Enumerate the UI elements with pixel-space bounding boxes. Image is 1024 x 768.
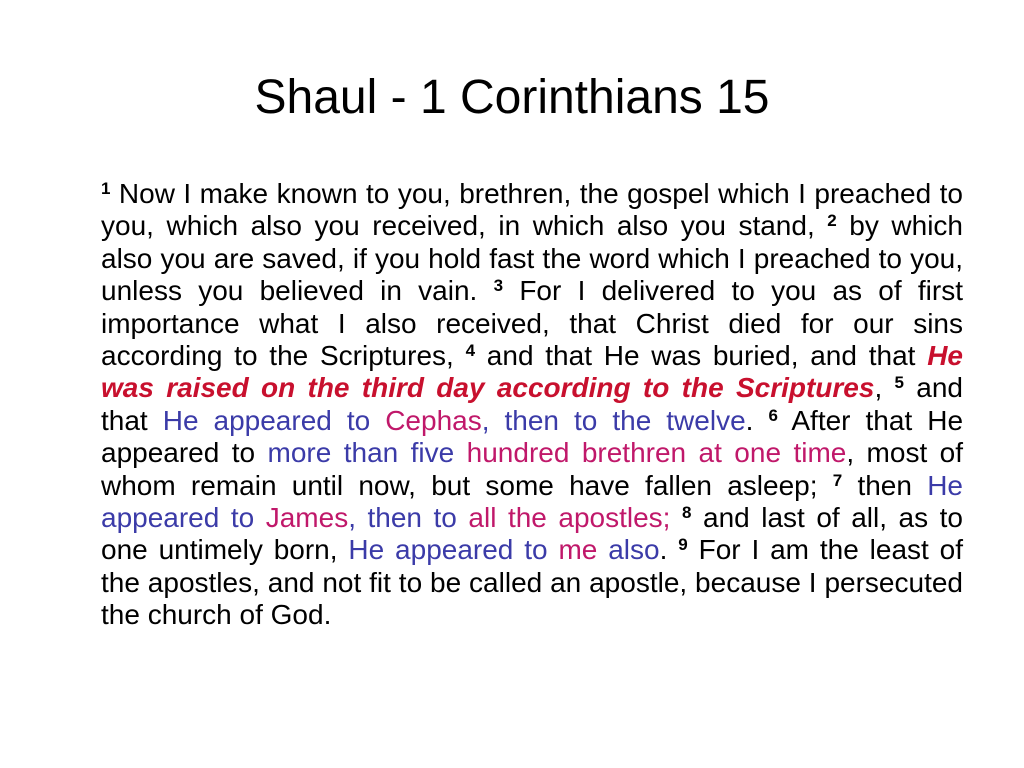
verse-text: For I delivered to you as of first importance what I also received, that Christ died for our sins according to the Scriptures, (101, 275, 964, 372)
highlighted-text: also (597, 534, 660, 566)
verse-text: and that (101, 372, 964, 436)
verse-number: 9 (678, 535, 688, 555)
verse-text: , most of whom remain until now, but some have fallen asleep; (101, 437, 963, 501)
highlighted-name: James (265, 502, 349, 534)
verse-number: 2 (827, 211, 837, 231)
verse-text: After that He appeared to (101, 404, 964, 469)
verse-text: then (842, 469, 928, 501)
verse-number: 5 (894, 373, 904, 393)
slide-title: Shaul - 1 Corinthians 15 (254, 71, 770, 124)
highlighted-text: He appeared to (348, 534, 559, 566)
scripture-passage (101, 178, 963, 632)
verse-number: 4 (465, 341, 476, 361)
highlighted-text: all the apostles; (468, 502, 671, 534)
verse-text: by which also you are saved, if you hold fast the word which I preached to you, unless you believed in vain. (101, 210, 964, 307)
verse-text: For I am the least of the apostles, and not fit to be called an apostle, because I persecuted the church of God. (101, 534, 964, 631)
verse-number: 1 (101, 179, 111, 198)
highlighted-name: me (558, 534, 598, 566)
verse-number: 6 (768, 405, 778, 425)
verse-text: , (874, 372, 895, 404)
verse-text: and last of all, as to one untimely born, (101, 502, 963, 566)
verse-text: and that He was buried, and that (475, 340, 928, 372)
highlighted-name: Cephas (385, 404, 482, 436)
verse-number: 8 (682, 503, 692, 523)
highlighted-text: hundred brethren at one time (466, 437, 847, 469)
highlighted-text: He appeared to (101, 469, 963, 534)
verse-text: Now I make known to you, brethren, the gospel which I preached to you, which also you received, in which also you stand, (101, 178, 963, 242)
verse-text: . (659, 534, 679, 566)
highlighted-text: , then to (348, 502, 469, 534)
verse-text: . (745, 404, 769, 436)
highlighted-text: more than five (267, 437, 467, 469)
verse-text (670, 502, 682, 533)
verse-number: 7 (832, 470, 843, 490)
highlighted-text: , then to the twelve (481, 404, 746, 436)
emphasized-text: He was raised on the third day according to the Scriptures (101, 340, 963, 404)
verse-number: 3 (493, 276, 504, 296)
highlighted-text: He appeared to (162, 404, 386, 436)
